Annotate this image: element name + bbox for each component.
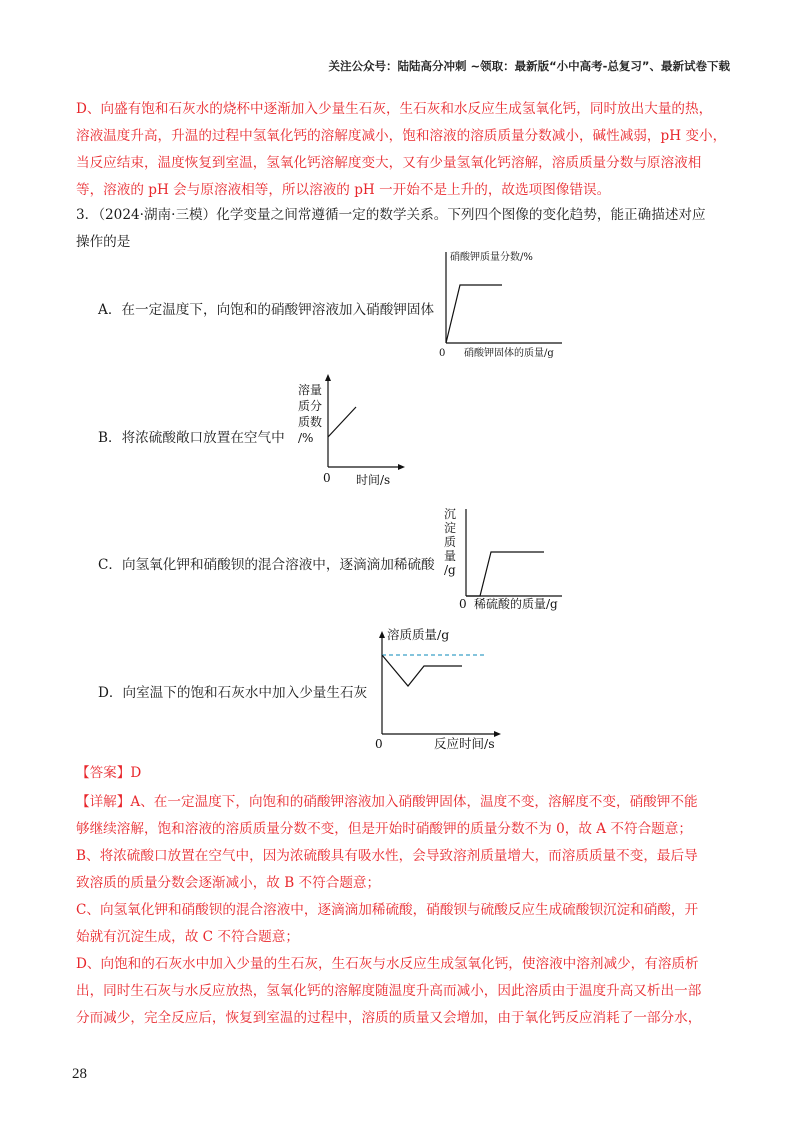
question-line: 3．（2024·湖南·三模）化学变量之间常遵循一定的数学关系。下列四个图像的变化趋势，能正确描述对应: [76, 207, 706, 223]
graph-c-ylabel-5: /g: [444, 563, 456, 577]
option-b: B．将浓硫酸敞口放置在空气中: [98, 430, 285, 446]
graph-a-ylabel: 硝酸钾质量分数/%: [450, 252, 533, 263]
graph-b: [296, 372, 411, 487]
answer: 【答案】D: [76, 765, 142, 781]
text-line: 等，溶液的 pH 会与原溶液相等，所以溶液的 pH 一开始不是上升的，故选项图像错误。: [76, 182, 611, 198]
option-a: A．在一定温度下，向饱和的硝酸钾溶液加入硝酸钾固体: [98, 302, 435, 318]
prev-option-d-explanation: [76, 96, 731, 204]
option-d: D．向室温下的饱和石灰水中加入少量生石灰: [98, 685, 368, 701]
explanation-line-c1: C、向氢氧化钾和硝酸钡的混合溶液中，逐滴滴加稀硫酸，硝酸钡与硫酸反应生成硫酸钡沉淀和硝酸，开: [76, 902, 699, 918]
graph-b-ylabel-4: /%: [298, 431, 314, 445]
graph-a-xlabel: 硝酸钾固体的质量/g: [464, 348, 554, 359]
explanation-label: 【详解】: [76, 794, 131, 810]
explanation-line-a2: 够继续溶解，饱和溶液的溶质质量分数不变，但是开始时硝酸钾的质量分数不为 0，故 A 不符合题意；: [76, 821, 692, 837]
graph-c-ylabel-2: 淀: [444, 521, 457, 535]
explanation-line-b2: 致溶质的质量分数会逐渐减小，故 B 不符合题意；: [76, 875, 381, 891]
explanation-line-d2: 出，同时生石灰与水反应放热，氢氧化钙的溶解度随温度升高而减小，因此溶质由于温度升高又析出一部: [76, 983, 702, 999]
page-number: 28: [72, 1066, 87, 1082]
graph-c-xlabel: 稀硫酸的质量/g: [474, 597, 558, 611]
graph-c-origin: 0: [459, 597, 467, 611]
explanation-line-a1: [76, 789, 731, 816]
graph-b-ylabel-3: 质数: [298, 415, 323, 429]
graph-b-ylabel-2: 质分: [298, 399, 323, 413]
graph-b-xlabel: 时间/s: [356, 473, 391, 487]
question-stem: [76, 202, 731, 256]
graph-b-ylabel-1: 溶量: [298, 383, 323, 397]
option-c: C．向氢氧化钾和硝酸钡的混合溶液中，逐滴滴加稀硫酸: [98, 557, 435, 573]
graph-a: [430, 248, 570, 363]
explanation-line-d3: 分而减少，完全反应后，恢复到室温的过程中，溶质的质量又会增加，由于氧化钙反应消耗了一部分水，: [76, 1010, 702, 1026]
graph-d-xlabel: 反应时间/s: [434, 736, 495, 751]
graph-c-ylabel-3: 质: [444, 535, 457, 549]
text-line: D、向盛有饱和石灰水的烧杯中逐渐加入少量生石灰，生石灰和水反应生成氢氧化钙，同时放出大量的热，: [76, 101, 713, 117]
graph-d-origin: 0: [375, 737, 383, 751]
explanation-text: A、在一定温度下，向饱和的硝酸钾溶液加入硝酸钾固体，温度不变，溶解度不变，硝酸钾不能: [130, 794, 698, 810]
graph-d-ylabel: 溶质质量/g: [387, 627, 450, 642]
explanation-line-b1: B、将浓硫酸口放置在空气中，因为浓硫酸具有吸水性，会导致溶剂质量增大，而溶质质量不变，最后导: [76, 848, 698, 864]
graph-b-origin: 0: [323, 471, 331, 485]
graph-c: [444, 504, 572, 614]
question-line: 操作的是: [76, 234, 131, 250]
graph-a-origin: 0: [439, 348, 446, 359]
explanation-line-d1: D、向饱和的石灰水中加入少量的生石灰，生石灰与水反应生成氢氧化钙，使溶液中溶剂减少，有溶质析: [76, 956, 699, 972]
graph-c-ylabel-1: 沉: [444, 507, 457, 521]
graph-c-ylabel-4: 量: [444, 549, 457, 563]
graph-d: [372, 624, 507, 754]
explanation-line-c2: 始就有沉淀生成，故 C 不符合题意；: [76, 929, 299, 945]
text-line: 溶液温度升高，升温的过程中氢氧化钙的溶解度减小，饱和溶液的溶质质量分数减小，碱性减弱，pH 变小，: [76, 128, 727, 144]
page-header: 关注公众号：陆陆高分冲刺 ~领取：最新版“小中高考-总复习”、最新试卷下载: [328, 59, 730, 73]
text-line: 当反应结束，温度恢复到室温，氢氧化钙溶解度变大，又有少量氢氧化钙溶解，溶质质量分数与原溶液相: [76, 155, 702, 171]
explanation: [76, 789, 731, 1032]
